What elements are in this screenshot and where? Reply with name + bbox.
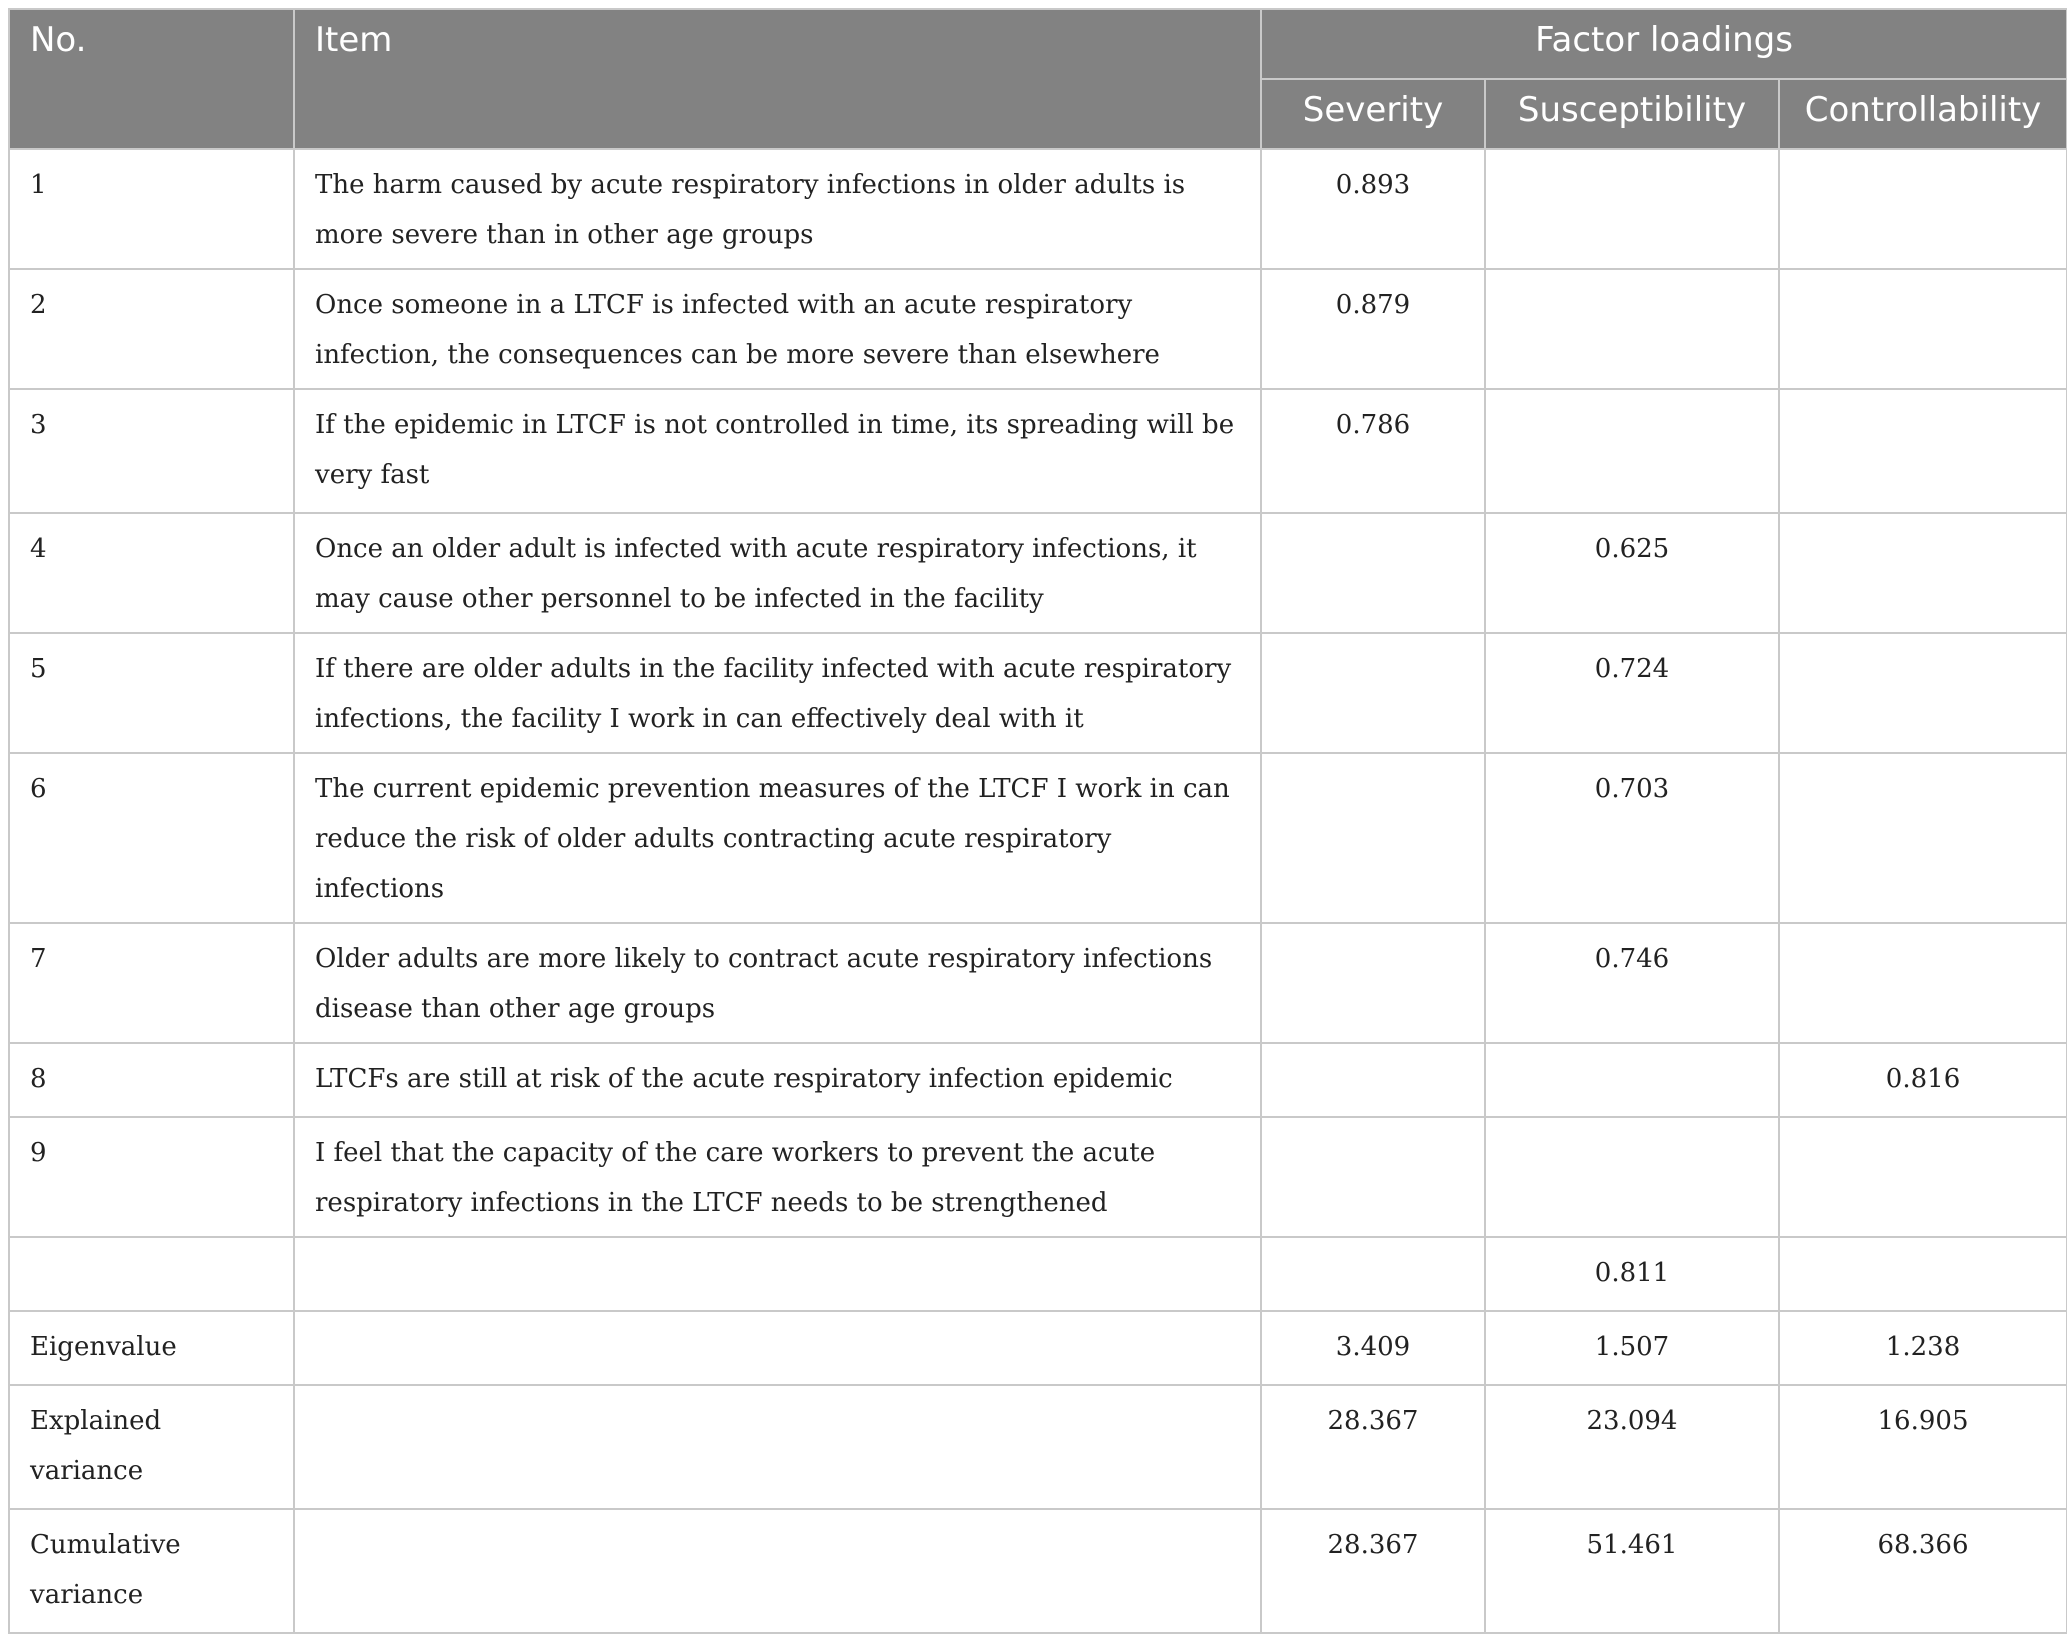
header-controllability: Controllability bbox=[1779, 79, 2067, 149]
cell-no: 2 bbox=[9, 269, 294, 389]
cell-susceptibility: 0.703 bbox=[1485, 753, 1779, 923]
table-row bbox=[9, 633, 2067, 753]
cell-controllability bbox=[1779, 149, 2067, 269]
cell-severity: 0.786 bbox=[1261, 389, 1485, 513]
table-row bbox=[9, 923, 2067, 1043]
cell-susceptibility: 1.507 bbox=[1485, 1311, 1779, 1385]
table-row bbox=[9, 149, 2067, 269]
cell-no: 6 bbox=[9, 753, 294, 923]
table-row bbox=[9, 1311, 2067, 1385]
cell-controllability: 68.366 bbox=[1779, 1509, 2067, 1633]
cell-severity bbox=[1261, 1043, 1485, 1117]
table-row bbox=[9, 1385, 2067, 1509]
cell-susceptibility: 0.625 bbox=[1485, 513, 1779, 633]
cell-item bbox=[294, 1237, 1261, 1311]
header-severity: Severity bbox=[1261, 79, 1485, 149]
cell-susceptibility bbox=[1485, 149, 1779, 269]
cell-controllability bbox=[1779, 269, 2067, 389]
cell-severity: 0.893 bbox=[1261, 149, 1485, 269]
cell-item: If the epidemic in LTCF is not controlled in time, its spreading will be very fast bbox=[294, 389, 1261, 513]
cell-severity bbox=[1261, 753, 1485, 923]
cell-severity bbox=[1261, 1237, 1485, 1311]
cell-severity: 28.367 bbox=[1261, 1385, 1485, 1509]
factor-loadings-table-container bbox=[8, 8, 2066, 1634]
cell-susceptibility bbox=[1485, 389, 1779, 513]
cell-item: Once an older adult is infected with acute respiratory infections, it may cause other personnel to be infected in the facility bbox=[294, 513, 1261, 633]
cell-item bbox=[294, 1311, 1261, 1385]
cell-no: 1 bbox=[9, 149, 294, 269]
table-row bbox=[9, 1509, 2067, 1633]
cell-no: 9 bbox=[9, 1117, 294, 1237]
cell-severity: 3.409 bbox=[1261, 1311, 1485, 1385]
cell-severity bbox=[1261, 513, 1485, 633]
cell-severity bbox=[1261, 633, 1485, 753]
cell-no: 3 bbox=[9, 389, 294, 513]
table-row bbox=[9, 389, 2067, 513]
cell-severity: 0.879 bbox=[1261, 269, 1485, 389]
cell-controllability bbox=[1779, 753, 2067, 923]
cell-controllability bbox=[1779, 1237, 2067, 1311]
cell-severity bbox=[1261, 1117, 1485, 1237]
cell-no: Cumulative variance bbox=[9, 1509, 294, 1633]
cell-susceptibility bbox=[1485, 1043, 1779, 1117]
cell-controllability bbox=[1779, 1117, 2067, 1237]
header-row-1 bbox=[9, 9, 2067, 79]
cell-item bbox=[294, 1509, 1261, 1633]
table-row bbox=[9, 269, 2067, 389]
cell-susceptibility: 23.094 bbox=[1485, 1385, 1779, 1509]
cell-controllability: 1.238 bbox=[1779, 1311, 2067, 1385]
cell-controllability bbox=[1779, 633, 2067, 753]
cell-no: Eigenvalue bbox=[9, 1311, 294, 1385]
cell-controllability: 0.816 bbox=[1779, 1043, 2067, 1117]
cell-item bbox=[294, 1385, 1261, 1509]
factor-loadings-table bbox=[8, 8, 2067, 1634]
cell-item: Older adults are more likely to contract acute respiratory infections disease than other age groups bbox=[294, 923, 1261, 1043]
cell-controllability: 16.905 bbox=[1779, 1385, 2067, 1509]
header-item: Item bbox=[294, 9, 1261, 149]
header-susceptibility: Susceptibility bbox=[1485, 79, 1779, 149]
cell-severity bbox=[1261, 923, 1485, 1043]
cell-no: 7 bbox=[9, 923, 294, 1043]
cell-susceptibility bbox=[1485, 269, 1779, 389]
cell-controllability bbox=[1779, 389, 2067, 513]
cell-no: 5 bbox=[9, 633, 294, 753]
cell-no: 8 bbox=[9, 1043, 294, 1117]
cell-susceptibility bbox=[1485, 1117, 1779, 1237]
cell-no: 4 bbox=[9, 513, 294, 633]
table-row bbox=[9, 753, 2067, 923]
cell-no: Explained variance bbox=[9, 1385, 294, 1509]
table-row bbox=[9, 1117, 2067, 1237]
cell-item: If there are older adults in the facility infected with acute respiratory infections, the facility I work in can effectively deal with it bbox=[294, 633, 1261, 753]
cell-item: Once someone in a LTCF is infected with an acute respiratory infection, the consequences can be more severe than elsewhere bbox=[294, 269, 1261, 389]
header-factor-loadings: Factor loadings bbox=[1261, 9, 2067, 79]
cell-item: The harm caused by acute respiratory infections in older adults is more severe than in other age groups bbox=[294, 149, 1261, 269]
cell-no bbox=[9, 1237, 294, 1311]
cell-susceptibility: 0.724 bbox=[1485, 633, 1779, 753]
table-row bbox=[9, 513, 2067, 633]
cell-controllability bbox=[1779, 513, 2067, 633]
cell-controllability bbox=[1779, 923, 2067, 1043]
cell-susceptibility: 51.461 bbox=[1485, 1509, 1779, 1633]
table-row bbox=[9, 1237, 2067, 1311]
cell-susceptibility: 0.746 bbox=[1485, 923, 1779, 1043]
cell-item: I feel that the capacity of the care workers to prevent the acute respiratory infections in the LTCF needs to be strengthened bbox=[294, 1117, 1261, 1237]
cell-severity: 28.367 bbox=[1261, 1509, 1485, 1633]
cell-item: LTCFs are still at risk of the acute respiratory infection epidemic bbox=[294, 1043, 1261, 1117]
cell-item: The current epidemic prevention measures of the LTCF I work in can reduce the risk of older adults contracting acute respiratory infections bbox=[294, 753, 1261, 923]
cell-susceptibility: 0.811 bbox=[1485, 1237, 1779, 1311]
table-row bbox=[9, 1043, 2067, 1117]
header-no: No. bbox=[9, 9, 294, 149]
